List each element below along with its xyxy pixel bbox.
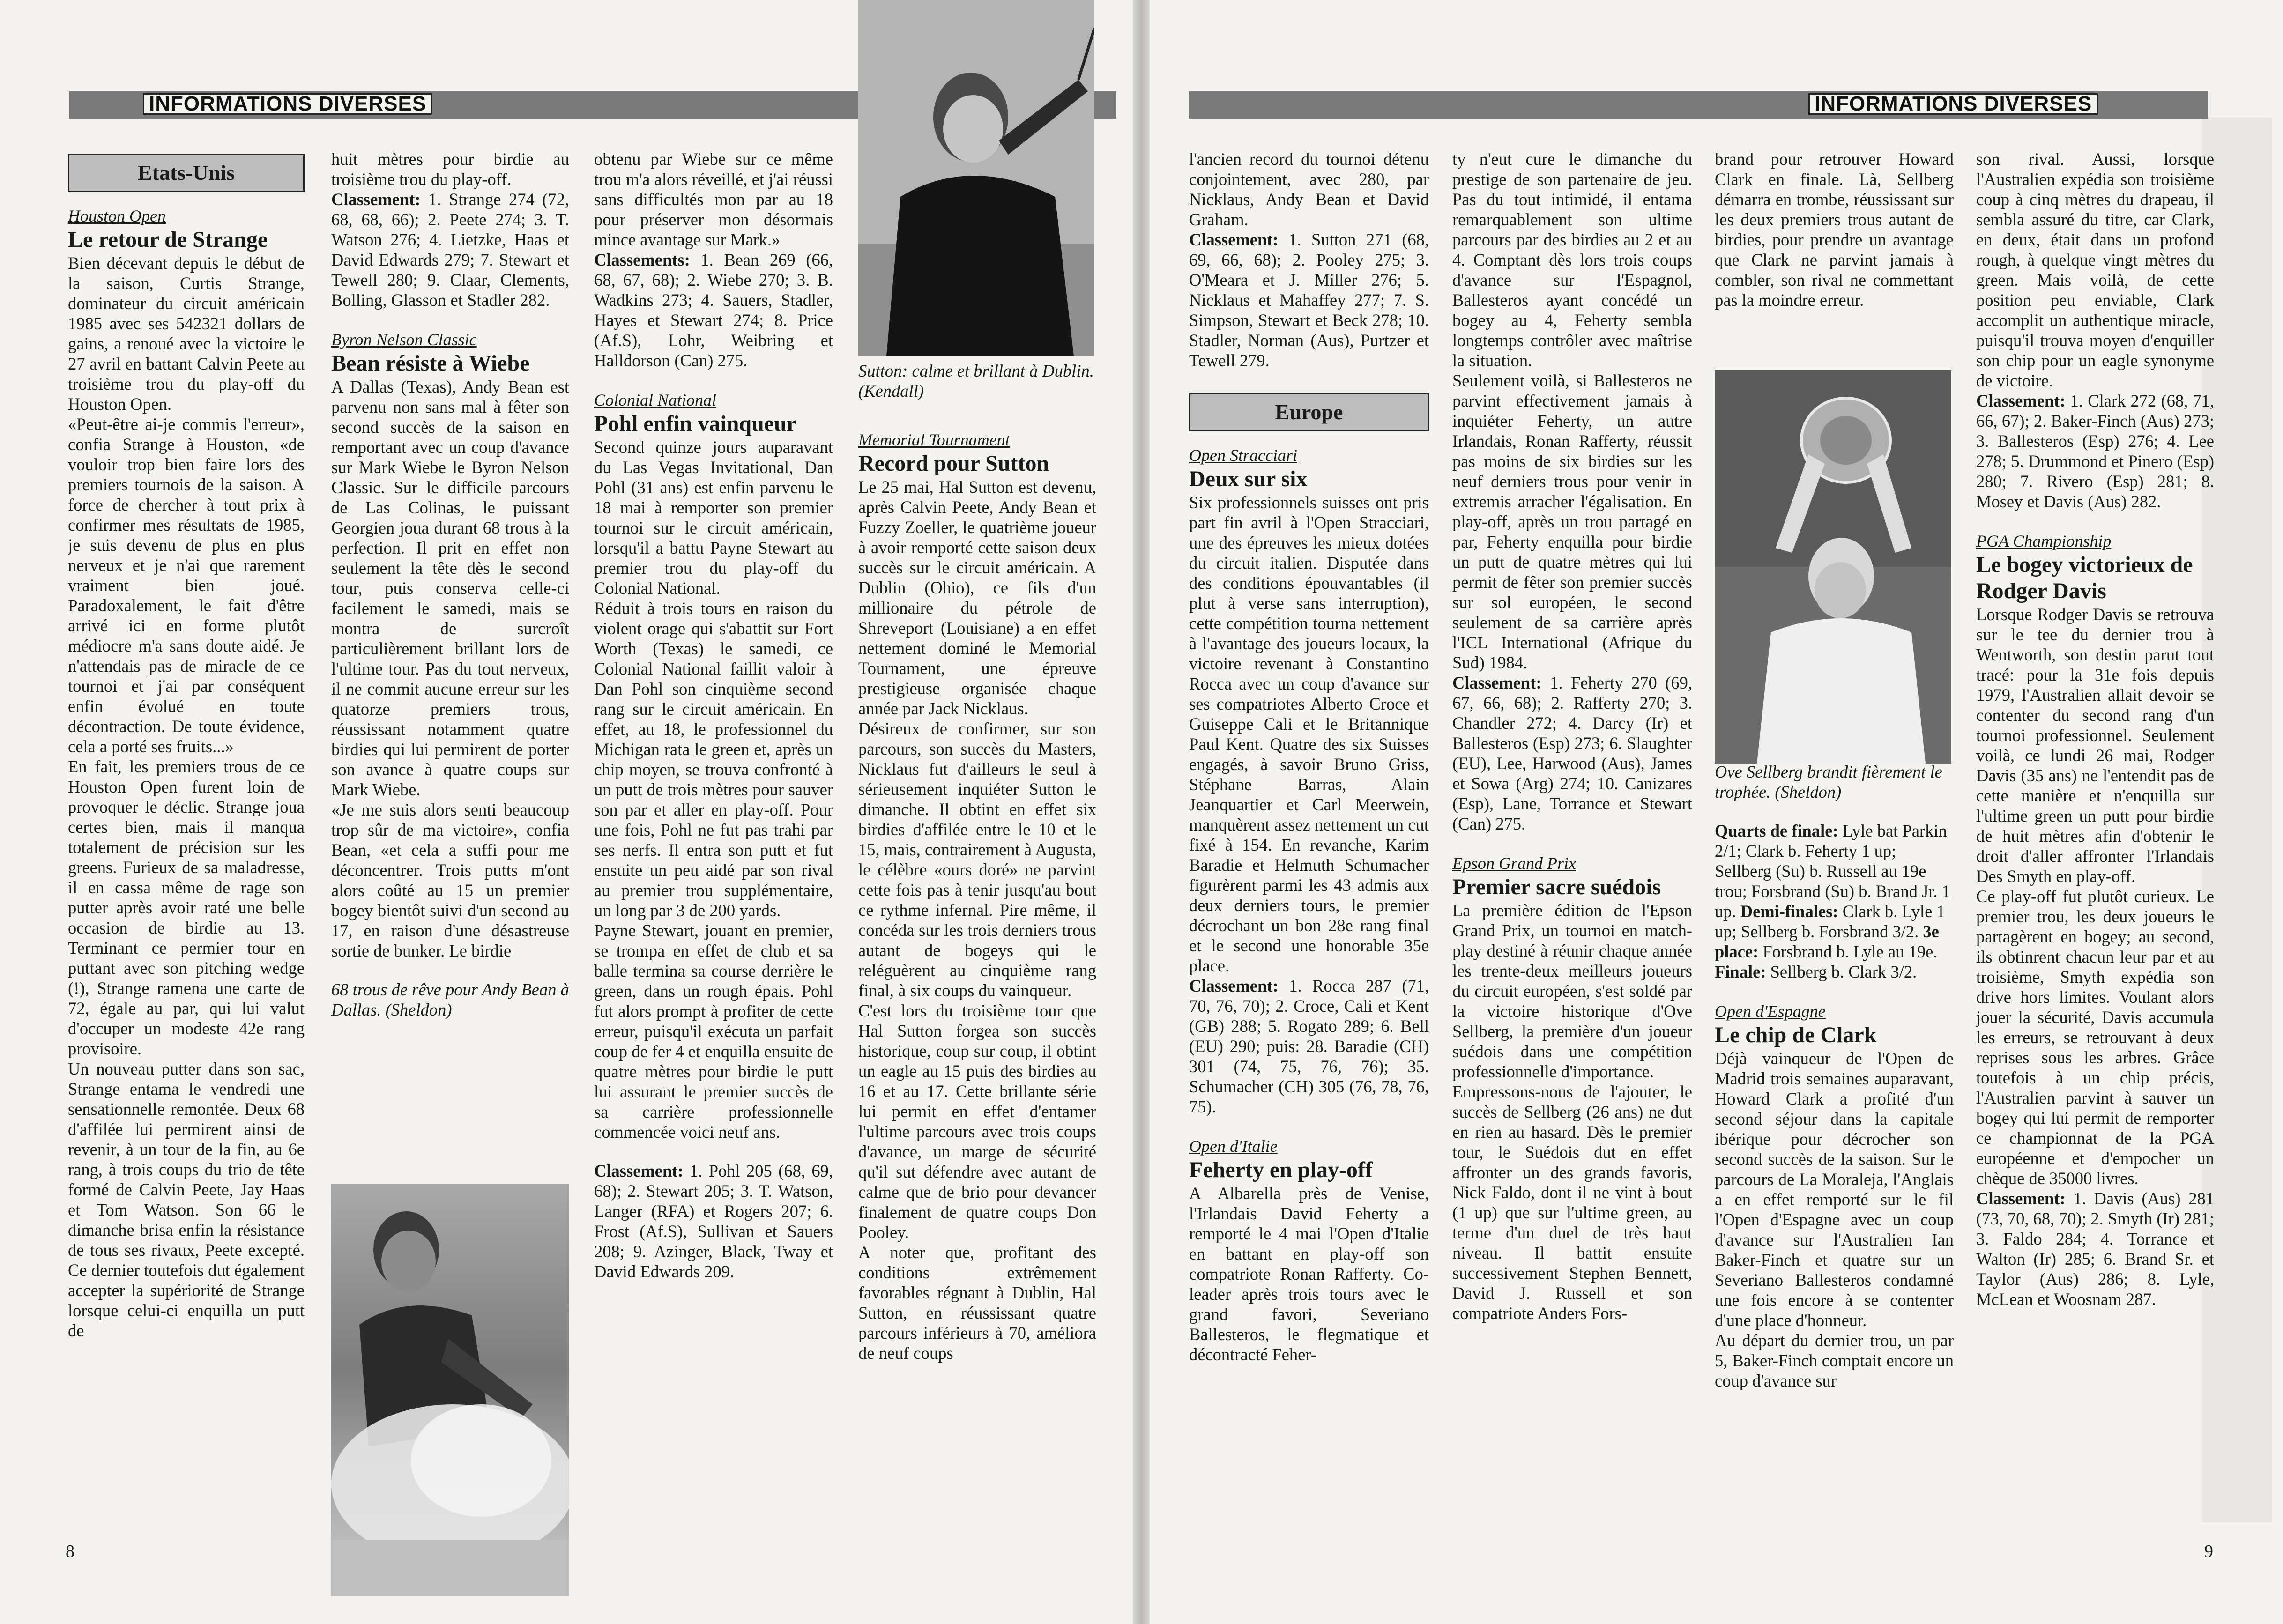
results-label-semifinals: Demi-finales: xyxy=(1740,902,1838,921)
article-paragraph: l'ancien record du tournoi détenu conjointement, avec 280, par Nicklaus, Andy Bean et David Graham. xyxy=(1189,149,1429,229)
article-paragraph: obtenu par Wiebe sur ce même trou m'a alors réveillé, et j'ai réussi sans difficultés mon par au 18 pour préserver mon désormais mince avantage sur Mark.» xyxy=(594,149,833,249)
classement-text: 1. Sutton 271 (68, 69, 66, 68); 2. Pooley 275; 3. O'Meara et J. Miller 276; 5. Nicklaus et Mahaffey 277; 7. S. Simpson, Stewart et Beck 278; 10. Stadler, Norman (Aus), Purtzer et Tewell 279. xyxy=(1189,230,1429,370)
classement-label: Classement: xyxy=(1976,1189,2066,1208)
left-column-3 xyxy=(594,149,833,1554)
right-column-2 xyxy=(1452,149,1692,1554)
headline-chip-clark: Le chip de Clark xyxy=(1715,1023,1877,1047)
article-paragraph: huit mètres pour birdie au troisième trou du play-off. xyxy=(331,149,569,189)
headline-sutton: Record pour Sutton xyxy=(858,451,1049,476)
right-column-1 xyxy=(1189,149,1429,1554)
article-paragraph: Déjà vainqueur de l'Open de Madrid trois semaines auparavant, Howard Clark a profité d'un second séjour dans la capitale ibérique pour décrocher son second succès de la saison. Sur le parcours de La Moraleja, l'Anglais a en effet remporté sur le fil l'Open d'Espagne avec un coup d'avance sur l'Australien Ian Baker-Finch et quatre sur un Severiano Ballesteros condamné une fois encore à se contenter d'une place d'honneur. xyxy=(1715,1049,1954,1330)
rubric-open-italie: Open d'Italie xyxy=(1189,1137,1278,1156)
page-number-left: 8 xyxy=(66,1542,74,1561)
rubric-colonial-national: Colonial National xyxy=(594,391,717,409)
photo-hal-sutton-swing xyxy=(858,0,1094,356)
article-paragraph: A noter que, profitant des conditions extrêmement favorables régnant à Dublin, Hal Sutton, en réussissant quatre parcours inférieurs à 70, améliora de neuf coups xyxy=(858,1243,1096,1363)
photo-caption-bean: 68 trous de rêve pour Andy Bean à Dallas. (Sheldon) xyxy=(331,980,569,1019)
classement-text: 1. Davis (Aus) 281 (73, 70, 68, 70); 2. Smyth (Ir) 281; 3. Faldo 284; 4. Torrance et Walton (Ir) 285; 6. Brand Sr. et Taylor (Aus) 286; 8. Lyle, McLean et Woosnam 287. xyxy=(1976,1189,2214,1309)
headline-feherty: Feherty en play-off xyxy=(1189,1157,1373,1182)
article-paragraph: son rival. Aussi, lorsque l'Australien expédia son troisième coup à cinq mètres du drapeau, il sembla assuré du titre, car Clark, en deux, était dans un profond rough, à quelque vingt mètres du green. Mais voilà, de cette position peu enviable, Clark accomplit un authentique miracle, puisqu'il trouva moyen d'enquiller son chip pour un eagle synonyme de victoire. xyxy=(1976,149,2214,390)
article-paragraph: C'est lors du troisième tour que Hal Sutton forgea son succès historique, coup sur coup, il obtint un eagle au 15 puis des birdies au 16 et au 17. Cette brillante série lui permit en effet d'entamer l'ultime parcours avec trois coups d'avance, un marge de sécurité qu'il sut défendre avec autant de calme que de brio pour devancer finalement de quatre coups Don Pooley. xyxy=(858,1001,1096,1242)
results-quarterfinals: Lyle bat Parkin 2/1; Clark b. Feherty 1 up; Sellberg (Su) b. Russell au 19e trou; Forsbrand (Su) b. Brand Jr. 1 up. xyxy=(1715,821,1950,921)
article-paragraph: ty n'eut cure le dimanche du prestige de son partenaire de jeu. Pas du tout intimidé, il entama remarquablement son ultime parcours par des birdies au 2 et au 4. Comptant dès lors trois coups d'avance sur l'Espagnol, Ballesteros ayant concédé un bogey au 4, Feherty sembla longtemps contrôler avec maîtrise la situation. xyxy=(1452,149,1692,370)
classement-text: 1. Pohl 205 (68, 69, 68); 2. Stewart 205; 3. T. Watson, Langer (RFA) et Rogers 207; 6. Frost (Af.S), Sullivan et Sauers 208; 9. Azinger, Black, Tway et David Edwards 209. xyxy=(594,1161,833,1281)
photo-caption-sellberg: Ove Sellberg brandit fièrement le trophée. (Sheldon) xyxy=(1715,762,1942,801)
article-paragraph: Réduit à trois tours en raison du violent orage qui s'abattit sur Fort Worth (Texas) le samedi, ce Colonial National faillit valoir à Dan Pohl son cinquième second rang sur le circuit américain. En effet, au 18, le professionnel du Michigan rata le green et, après un chip moyen, se trouva confronté à un putt de trois mètres pour sauver son par et aller en play-off. Pour une fois, Pohl ne fut pas trahi par ses nerfs. Il entra son putt et fut ensuite un peu aidé par son rival au premier trou supplémentaire, un long par 3 de 200 yards. xyxy=(594,599,833,920)
page-number-right: 9 xyxy=(2204,1542,2213,1561)
article-paragraph: «Peut-être ai-je commis l'erreur», confia Strange à Houston, «de vouloir trop bien faire lors des premiers tournois de la saison. A force de chercher à tout prix à confirmer mes résultats de 1985, je suis devenu de plus en plus nerveux et je n'ai que rarement vraiment bien joué. Paradoxalement, le fait d'être arrivé ici en forme plutôt médiocre m'a sans doute aidé. Je n'attendais pas de miracle de ce tournoi et j'ai par conséquent enfin évolué en toute décontraction. De toute évidence, cela a porté ses fruits...» xyxy=(68,415,305,756)
headline-bean: Bean résiste à Wiebe xyxy=(331,351,530,376)
headline-pohl: Pohl enfin vainqueur xyxy=(594,411,797,436)
left-column-1 xyxy=(68,154,305,1559)
classement-text: 1. Rocca 287 (71, 70, 76, 70); 2. Croce, Cali et Kent (GB) 288; 5. Rogato 289; 6. Bell (EU) 290; puis: 28. Baradie (CH) 301 (74, 75, 76, 76); 35. Schumacher (CH) 305 (76, 78, 76, 75). xyxy=(1189,976,1429,1116)
rubric-open-stracciari: Open Stracciari xyxy=(1189,446,1297,465)
article-paragraph: Empressons-nous de l'ajouter, le succès de Sellberg (26 ans) ne dut en rien au hasard. Dès le premier tour, le Suédois dut en effet affronter un des grands favoris, Nick Faldo, dont il ne vint à bout (1 up) que sur l'ultime green, au terme d'un duel de très haut niveau. Il battit ensuite successivement Stephen Bennett, David J. Russell et son compatriote Anders Fors- xyxy=(1452,1082,1692,1323)
headline-strange: Le retour de Strange xyxy=(68,227,268,252)
article-paragraph: Ce play-off fut plutôt curieux. Le premier trou, les deux joueurs le partagèrent en bogey; au second, ils obtinrent chacun leur par et au troisième, Smyth expédia son drive hors limites. Voulant alors jouer la sécurité, Davis accumula les erreurs, se retrouvant à deux reprises sous les arbres. Grâce toutefois à un chip précis, l'Australien parvint à sauver un bogey qui lui permit de remporter ce championnat de la PGA européenne et d'empocher un chèque de 35000 livres. xyxy=(1976,887,2214,1188)
article-paragraph: Lorsque Rodger Davis se retrouva sur le tee du dernier trou à Wentworth, son destin parut tout tracé: pour la 31e fois depuis 1979, l'Australien allait devoir se contenter du second rang d'un tournoi professionnel. Seulement voilà, ce lundi 26 mai, Rodger Davis (35 ans) ne l'entendit pas de cette manière et n'enquilla sur l'ultime green un putt pour birdie de huit mètres afin d'obtenir le droit d'aller affronter l'Irlandais Des Smyth en play-off. xyxy=(1976,605,2214,886)
right-column-3-top xyxy=(1715,149,1954,360)
article-paragraph: Second quinze jours auparavant du Las Vegas Invitational, Dan Pohl (31 ans) est enfin parvenu le 18 mai à remporter son premier tournoi sur le circuit américain, lorsqu'il a battu Payne Stewart au premier trou du play-off du Colonial National. xyxy=(594,438,833,598)
country-box-europe: Europe xyxy=(1189,393,1429,431)
country-box-usa: Etats-Unis xyxy=(68,154,305,192)
book-gutter xyxy=(1133,0,1150,1624)
article-paragraph: brand pour retrouver Howard Clark en finale. Là, Sellberg démarra en trombe, réussissant sur les deux premiers trous autant de birdies, pour prendre un avantage que Clark ne parvint jamais à combler, son rival ne commettant pas la moindre erreur. xyxy=(1715,149,1954,310)
headline-rodger-davis: Le bogey victorieux de Rodger Davis xyxy=(1976,552,2193,603)
rubric-byron-nelson: Byron Nelson Classic xyxy=(331,330,477,349)
article-paragraph: Six professionnels suisses ont pris part fin avril à l'Open Stracciari, une des épreuves les mieux dotées du circuit italien. Disputée dans des conditions épouvantables (il plut à verse sans interruption), cette compétition tourna nettement à l'avantage des joueurs locaux, la victoire revenant à Constantino Rocca avec un coup d'avance sur ses compatriotes Alberto Croce et Guiseppe Cali et le Britannique Paul Kent. Quatre des six Suisses engagés, à savoir Bruno Griss, Stéphane Barras, Alain Jeanquartier et Carl Meerwein, manquèrent assez nettement un cut fixé à 154. En revanche, Karim Baradie et Helmuth Schumacher figurèrent parmi les 43 admis aux deux derniers tours, le premier décrochant un bon 28e rang final et le second une honorable 35e place. xyxy=(1189,493,1429,975)
classement-label: Classement: xyxy=(331,190,421,209)
section-header-left: INFORMATIONS DIVERSES xyxy=(143,93,432,115)
article-paragraph: Payne Stewart, jouant en premier, se trompa en effet de club et sa balle termina sa course derrière le green, dans un rough épais. Pohl fut alors prompt à profiter de cette erreur, puisqu'il exécuta un parfait coup de fer 4 et enquilla ensuite de quatre mètres pour birdie le putt lui assurant le premier succès de sa carrière professionnelle commencée voici neuf ans. xyxy=(594,921,833,1142)
classement-text: 1. Bean 269 (66, 68, 67, 68); 2. Wiebe 270; 3. B. Wadkins 273; 4. Sauers, Stadler, Hayes et Stewart 274; 8. Price (Af.S), Lohr, Weibring et Halldorson (Can) 275. xyxy=(594,250,833,370)
article-paragraph: «Je me suis alors senti beaucoup trop sûr de ma victoire», confia Bean, «et cela a suffi pour me déconcentrer. Trois putts m'ont alors coûté au 15 un premier bogey bientôt suivi d'un second au 17, en raison d'une désastreuse sortie de bunker. Le birdie xyxy=(331,800,569,960)
article-paragraph: En fait, les premiers trous de ce Houston Open furent loin de provoquer le déclic. Strange joua certes bien, mais il manqua totalement de précision sur les greens. Furieux de sa maladresse, il en cassa même de rage son putter après avoir raté une belle occasion de birdie au 13. Terminant ce permier tour en puttant avec son pitching wedge (!), Strange ramena une carte de 72, égale au par, qui lui valut d'occuper un modeste 42e rang provisoire. xyxy=(68,757,305,1058)
results-final: Sellberg b. Clark 3/2. xyxy=(1766,962,1917,981)
classement-text: 1. Feherty 270 (69, 67, 66, 68); 2. Rafferty 270; 3. Chandler 272; 4. Darcy (Ir) et Ballesteros (Esp) 273; 6. Slaughter (EU), Lee, Harwood (Aus), James et Sowa (Arg) 274; 10. Canizares (Esp), Lane, Torrance et Stewart (Can) 275. xyxy=(1452,673,1692,833)
results-third: Forsbrand b. Lyle au 19e. xyxy=(1758,942,1938,961)
classement-label: Classement: xyxy=(1976,391,2066,410)
classement-label: Classements: xyxy=(594,250,690,269)
classement-label: Classement: xyxy=(1189,976,1279,995)
article-paragraph: Bien décevant depuis le début de la saison, Curtis Strange, dominateur du circuit américain 1985 avec ses 542321 dollars de gains, a renoué avec la victoire le 27 avril en battant Calvin Peete au troisième trou du play-off du Houston Open. xyxy=(68,253,305,414)
article-paragraph: Un nouveau putter dans son sac, Strange entama le vendredi une sensationnelle remontée. Deux 68 d'affilée lui permirent ainsi de revenir, à un tour de la fin, au 6e rang, à trois coups du trio de tête formé de Calvin Peete, Jay Haas et Tom Watson. Son 66 le dimanche brisa enfin la résistance de tous ses rivaux, Peete excepté. Ce dernier toutefois dut également accepter la supériorité de Strange lorsque celui-ci enquilla un putt de xyxy=(68,1059,305,1340)
right-column-4 xyxy=(1976,149,2214,1554)
right-column-3-bottom xyxy=(1715,762,1954,1567)
results-label-third: 3e place: xyxy=(1715,922,1939,961)
headline-deux-sur-six: Deux sur six xyxy=(1189,467,1308,491)
article-paragraph: Seulement voilà, si Ballesteros ne parvint effectivement jamais à inquiéter Feherty, un autre Irlandais, Ronan Rafferty, réussit pas moins de six birdies sur les neuf derniers trous pour venir in extremis arracher l'égalisation. En play-off, après un trou partagé en par, Feherty enquilla pour birdie un putt de quatre mètres qui lui permit de fêter son premier succès sur sol européen, le second seulement de sa carrière après l'ICL International (Afrique du Sud) 1984. xyxy=(1452,371,1692,672)
classement-text: 1. Strange 274 (72, 68, 68, 66); 2. Peete 274; 3. T. Watson 276; 4. Lietzke, Haas et David Edwards 279; 7. Stewart et Tewell 280; 9. Claar, Clements, Bolling, Glasson et Stadler 282. xyxy=(331,190,569,310)
rubric-pga-championship: PGA Championship xyxy=(1976,532,2112,550)
photo-caption-sutton: Sutton: calme et brillant à Dublin. (Kendall) xyxy=(858,361,1094,400)
rubric-memorial-tournament: Memorial Tournament xyxy=(858,430,1010,449)
results-label-quarterfinals: Quarts de finale: xyxy=(1715,821,1838,840)
section-header-right: INFORMATIONS DIVERSES xyxy=(1808,93,2098,115)
article-paragraph: La première édition de l'Epson Grand Prix, un tournoi en match-play destiné à réunir chaque année les trente-deux meilleurs joueurs du circuit européen, s'est soldé par la victoire historique d'Ove Sellberg, la première d'un joueur suédois dans une compétition professionnelle d'importance. xyxy=(1452,901,1692,1081)
classement-text: 1. Clark 272 (68, 71, 66, 67); 2. Baker-Finch (Aus) 273; 3. Ballesteros (Esp) 276; 4. Lee 278; 5. Drummond et Pinero (Esp) 280; 7. Rivero (Esp) 281; 8. Mosey et Davis (Aus) 282. xyxy=(1976,391,2214,511)
article-paragraph: Désireux de confirmer, sur son parcours, son succès du Masters, Nicklaus fut d'ailleurs le seul à sérieusement inquiéter Sutton le dimanche. Il obtint en effet six birdies d'affilée entre le 10 et le 15, mais, contrairement à Augusta, le célèbre «ours doré» ne parvint cette fois pas à tenir jusqu'au bout ce rythme infernal. Pire même, il concéda sur les trois derniers trous autant de bogeys qui le reléguèrent au cinquième rang final, à six coups du vainqueur. xyxy=(858,719,1096,1000)
article-paragraph: Au départ du dernier trou, un par 5, Baker-Finch comptait encore un coup d'avance sur xyxy=(1715,1331,1954,1390)
article-paragraph: A Albarella près de Venise, l'Irlandais David Feherty a remporté le 4 mai l'Open d'Italie en battant en play-off son compatriote Ronan Rafferty. Co-leader après trois tours avec le grand favori, Severiano Ballesteros, le flegmatique et décontracté Feher- xyxy=(1189,1184,1429,1364)
rubric-houston-open: Houston Open xyxy=(68,207,166,225)
photo-andy-bean-bunker xyxy=(331,1184,569,1596)
rubric-open-espagne: Open d'Espagne xyxy=(1715,1002,1826,1021)
headline-premier-sacre: Premier sacre suédois xyxy=(1452,875,1661,899)
results-label-final: Finale: xyxy=(1715,962,1766,981)
results-semifinals: Clark b. Lyle 1 up; Sellberg b. Forsbrand 3/2. xyxy=(1715,902,1945,941)
article-paragraph: Le 25 mai, Hal Sutton est devenu, après Calvin Peete, Andy Bean et Fuzzy Zoeller, le quatrième joueur à avoir remporté cette saison deux succès sur le circuit américain. A Dublin (Ohio), ce fils d'un millionaire du pétrole de Shreveport (Louisiane) a en effet nettement dominé le Memorial Tournament, une épreuve prestigieuse organisée chaque année par Jack Nicklaus. xyxy=(858,477,1096,718)
classement-label: Classement: xyxy=(1189,230,1279,249)
classement-label: Classement: xyxy=(594,1161,684,1180)
classement-label: Classement: xyxy=(1452,673,1542,692)
article-paragraph: A Dallas (Texas), Andy Bean est parvenu non sans mal à fêter son second succès de la saison en remportant avec un coup d'avance sur Mark Wiebe le Byron Nelson Classic. Sur le difficile parcours de Las Colinas, le puissant Georgien joua durant 68 trous à la perfection. Il prit en effet non seulement la tête dès le second tour, puis conserva celle-ci facilement le samedi, mais se montra de surcroît particulièrement brillant lors de l'ultime tour. Pas du tout nerveux, il ne commit aucune erreur sur les quatorze premiers trous, réussissant notamment quatre birdies qui lui permirent de porter son avance à quatre coups sur Mark Wiebe. xyxy=(331,377,569,799)
rubric-epson-grand-prix: Epson Grand Prix xyxy=(1452,854,1576,873)
photo-ove-sellberg-trophy xyxy=(1715,370,1951,764)
left-column-2 xyxy=(331,149,569,1161)
left-column-4 xyxy=(858,361,1096,1579)
